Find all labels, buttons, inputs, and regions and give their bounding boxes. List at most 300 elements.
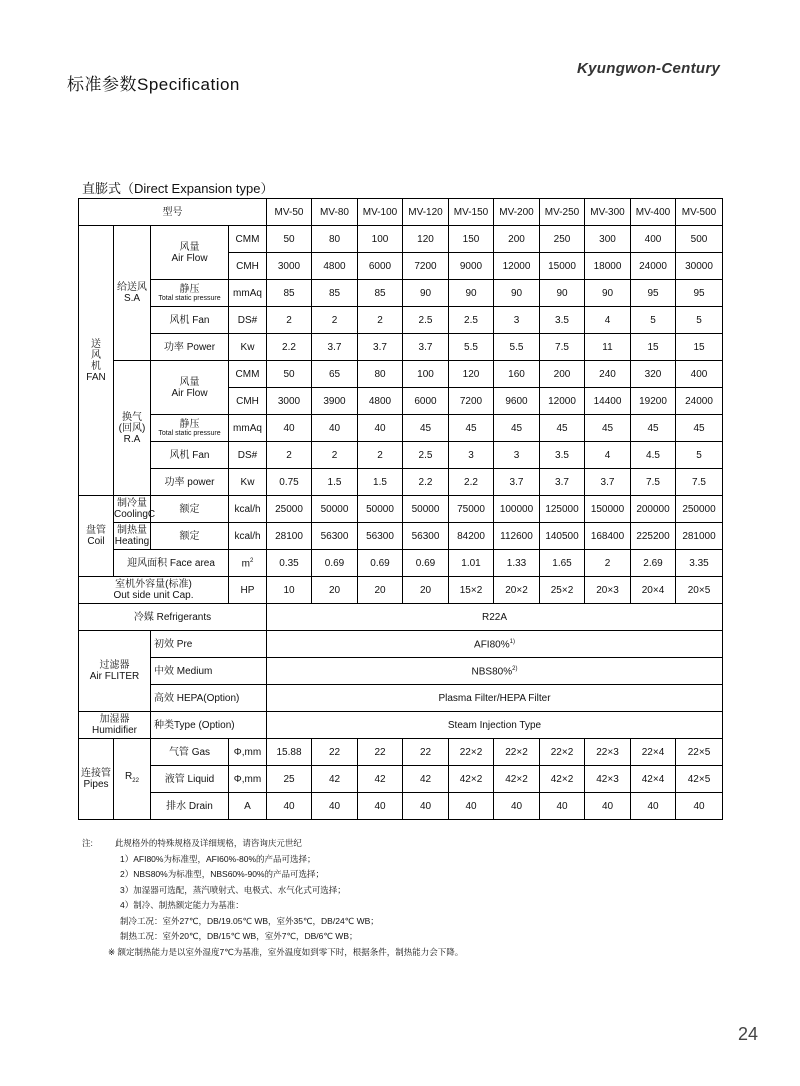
value-cell: 1.33 bbox=[494, 550, 540, 577]
unit-cell: DS# bbox=[229, 307, 267, 334]
value-cell: 5 bbox=[676, 442, 723, 469]
value-cell: 25000 bbox=[267, 496, 312, 523]
value-cell: 150000 bbox=[585, 496, 631, 523]
label: 额定 bbox=[179, 503, 200, 515]
value-cell: 22×2 bbox=[449, 739, 494, 766]
model-header-cell: MV-200 bbox=[494, 199, 540, 226]
value-cell: 22×5 bbox=[676, 739, 723, 766]
row-label-cell bbox=[151, 631, 267, 658]
table-row bbox=[79, 334, 723, 361]
value-cell: 3.7 bbox=[494, 469, 540, 496]
value-cell: 7200 bbox=[403, 253, 449, 280]
value-cell: 12000 bbox=[494, 253, 540, 280]
value-cell: 3.7 bbox=[403, 334, 449, 361]
value-cell: 125000 bbox=[540, 496, 585, 523]
value-cell: 85 bbox=[312, 280, 358, 307]
unit-cell bbox=[229, 550, 267, 577]
value-cell: 100 bbox=[358, 226, 403, 253]
pipes-group-cell bbox=[79, 739, 114, 820]
value-cell: 90 bbox=[585, 280, 631, 307]
note-line: 1）AFI80%为标准型，AFI60%-80%的产品可选择； bbox=[120, 853, 316, 864]
value-cell: 22 bbox=[358, 739, 403, 766]
value-cell: 160 bbox=[494, 361, 540, 388]
value-cell: 20×3 bbox=[585, 577, 631, 604]
label-line: Coil bbox=[87, 536, 105, 547]
row-label-cell bbox=[151, 685, 267, 712]
unit-cell: CMH bbox=[229, 388, 267, 415]
value-cell: 40 bbox=[494, 793, 540, 820]
value-cell: 80 bbox=[312, 226, 358, 253]
label-line: R.A bbox=[123, 433, 141, 445]
label: 功率 power bbox=[164, 476, 215, 488]
value-cell: 0.35 bbox=[267, 550, 312, 577]
value-cell: 2.5 bbox=[403, 442, 449, 469]
row-label-cell bbox=[114, 523, 151, 550]
value-cell: 42×2 bbox=[540, 766, 585, 793]
model-header-cell: MV-80 bbox=[312, 199, 358, 226]
note-line: 制热工况：室外20℃，DB/15℃ WB，室外7℃，DB/6℃ WB； bbox=[120, 931, 358, 941]
merged-value-cell: Steam Injection Type bbox=[267, 712, 723, 739]
table-row bbox=[79, 415, 723, 442]
value-cell: 1.01 bbox=[449, 550, 494, 577]
value-cell: 150 bbox=[449, 226, 494, 253]
value-cell: 7.5 bbox=[631, 469, 676, 496]
unit-cell: DS# bbox=[229, 442, 267, 469]
unit-cell: Φ,mm bbox=[229, 739, 267, 766]
value-cell: 12000 bbox=[540, 388, 585, 415]
value-cell: 168400 bbox=[585, 523, 631, 550]
value-cell: 45 bbox=[631, 415, 676, 442]
label-line: Air FLITER bbox=[89, 671, 140, 682]
value-cell: 42×2 bbox=[494, 766, 540, 793]
label-line: 过滤器 bbox=[99, 660, 130, 671]
value-cell: 5.5 bbox=[449, 334, 494, 361]
label-line: S.A bbox=[123, 293, 141, 304]
value-cell: 30000 bbox=[676, 253, 723, 280]
value-cell: 1.5 bbox=[358, 469, 403, 496]
row-label-cell bbox=[151, 307, 229, 334]
label: 初效 Pre bbox=[154, 638, 193, 650]
filter-group-cell bbox=[79, 631, 151, 712]
row-label-cell bbox=[114, 550, 229, 577]
label: 排水 Drain bbox=[166, 800, 213, 812]
label: 高效 HEPA(Option) bbox=[154, 692, 240, 704]
page-title: 标准参数Specification bbox=[67, 75, 240, 94]
value-cell: 9600 bbox=[494, 388, 540, 415]
table-row bbox=[79, 280, 723, 307]
notes bbox=[82, 836, 463, 960]
value-cell: 1.65 bbox=[540, 550, 585, 577]
unit-cell: kcal/h bbox=[229, 523, 267, 550]
value-cell: 40 bbox=[312, 415, 358, 442]
row-label-cell bbox=[151, 496, 229, 523]
label: 气管 Gas bbox=[168, 746, 211, 758]
value-cell: 42 bbox=[312, 766, 358, 793]
table-row bbox=[79, 577, 723, 604]
table-row bbox=[79, 766, 723, 793]
model-header-cell: MV-500 bbox=[676, 199, 723, 226]
superscript: 2) bbox=[512, 666, 518, 673]
value-cell: 84200 bbox=[449, 523, 494, 550]
value-cell: 40 bbox=[358, 415, 403, 442]
value-cell: 42 bbox=[403, 766, 449, 793]
superscript: 2 bbox=[250, 558, 254, 565]
value-cell: 40 bbox=[540, 793, 585, 820]
label-line: 风量 bbox=[179, 241, 200, 253]
value-cell: 7.5 bbox=[676, 469, 723, 496]
ra-group-cell bbox=[114, 361, 151, 496]
value-cell: 50 bbox=[267, 226, 312, 253]
value-cell: 15000 bbox=[540, 253, 585, 280]
value-cell: 75000 bbox=[449, 496, 494, 523]
value-cell: 50 bbox=[267, 361, 312, 388]
row-label-cell bbox=[151, 739, 229, 766]
table-row bbox=[79, 550, 723, 577]
value-cell: 42 bbox=[358, 766, 403, 793]
value-cell: 3 bbox=[494, 442, 540, 469]
value-cell: 4.5 bbox=[631, 442, 676, 469]
value-cell: 0.69 bbox=[358, 550, 403, 577]
value-cell: 3.35 bbox=[676, 550, 723, 577]
value-cell: 80 bbox=[358, 361, 403, 388]
value-cell: 42×4 bbox=[631, 766, 676, 793]
value-cell: 90 bbox=[449, 280, 494, 307]
label: R bbox=[125, 771, 133, 782]
value-cell: 22 bbox=[403, 739, 449, 766]
value-cell: 40 bbox=[631, 793, 676, 820]
model-header-cell: MV-150 bbox=[449, 199, 494, 226]
value-cell: 4 bbox=[585, 307, 631, 334]
value-cell: 24000 bbox=[676, 388, 723, 415]
value-cell: 15.88 bbox=[267, 739, 312, 766]
value-cell: 90 bbox=[540, 280, 585, 307]
note-line: 2）NBS80%为标准型，NBS60%-90%的产品可选择； bbox=[120, 869, 325, 879]
value: AFI80% bbox=[474, 639, 510, 651]
value-cell: 2 bbox=[267, 307, 312, 334]
label-line: 风 bbox=[91, 349, 101, 361]
superscript: 1) bbox=[509, 639, 515, 646]
value-cell: 22×4 bbox=[631, 739, 676, 766]
value-cell: 22×3 bbox=[585, 739, 631, 766]
table-row bbox=[79, 199, 723, 226]
sa-group-cell bbox=[114, 226, 151, 361]
value-cell: 5 bbox=[676, 307, 723, 334]
value-cell: 22 bbox=[312, 739, 358, 766]
value-cell: 50000 bbox=[312, 496, 358, 523]
value-cell: 9000 bbox=[449, 253, 494, 280]
row-label-cell bbox=[151, 523, 229, 550]
value-cell: 2.69 bbox=[631, 550, 676, 577]
value-cell: 45 bbox=[585, 415, 631, 442]
value-cell: 45 bbox=[540, 415, 585, 442]
table-row bbox=[79, 685, 723, 712]
value-cell: 2 bbox=[267, 442, 312, 469]
model-header-cell: MV-250 bbox=[540, 199, 585, 226]
value-cell: 2 bbox=[358, 307, 403, 334]
value-cell: 20×5 bbox=[676, 577, 723, 604]
label-line: Heating bbox=[114, 536, 150, 547]
table-row bbox=[79, 658, 723, 685]
row-label-cell bbox=[151, 415, 229, 442]
value-cell: 112600 bbox=[494, 523, 540, 550]
label-line: 加湿器 bbox=[99, 714, 130, 725]
table-row bbox=[79, 361, 723, 388]
value-cell: 200000 bbox=[631, 496, 676, 523]
merged-value-cell: Plasma Filter/HEPA Filter bbox=[267, 685, 723, 712]
merged-value-cell bbox=[267, 631, 723, 658]
unit-label: m bbox=[241, 558, 250, 570]
subscript: 22 bbox=[132, 778, 139, 784]
row-label-cell bbox=[151, 793, 229, 820]
value-cell: 40 bbox=[358, 793, 403, 820]
unit-cell: mmAq bbox=[229, 415, 267, 442]
value-cell: 65 bbox=[312, 361, 358, 388]
model-header-cell: MV-100 bbox=[358, 199, 403, 226]
value-cell: 15 bbox=[631, 334, 676, 361]
value-cell: 0.69 bbox=[403, 550, 449, 577]
fan-group-cell bbox=[79, 226, 114, 496]
unit-cell: CMH bbox=[229, 253, 267, 280]
value-cell: 14400 bbox=[585, 388, 631, 415]
label-line: 给送风 bbox=[117, 282, 147, 293]
value-cell: 45 bbox=[449, 415, 494, 442]
value-cell: 15 bbox=[676, 334, 723, 361]
value-cell: 56300 bbox=[403, 523, 449, 550]
value-cell: 225200 bbox=[631, 523, 676, 550]
value-cell: 20 bbox=[358, 577, 403, 604]
table-row bbox=[79, 604, 723, 631]
value-cell: 120 bbox=[449, 361, 494, 388]
header-cell bbox=[79, 199, 267, 226]
value-cell: 50000 bbox=[358, 496, 403, 523]
value-cell: 320 bbox=[631, 361, 676, 388]
label-line: 盘管 bbox=[86, 525, 106, 536]
model-label: 型号 bbox=[162, 206, 183, 218]
value-cell: 250000 bbox=[676, 496, 723, 523]
label-line: Air Flow bbox=[171, 252, 208, 264]
value-cell: 1.5 bbox=[312, 469, 358, 496]
model-header-cell: MV-50 bbox=[267, 199, 312, 226]
row-label-cell bbox=[151, 361, 229, 415]
value-cell: 18000 bbox=[585, 253, 631, 280]
model-header-cell: MV-120 bbox=[403, 199, 449, 226]
value-cell: 45 bbox=[403, 415, 449, 442]
row-label-cell bbox=[151, 712, 267, 739]
value-cell: 40 bbox=[312, 793, 358, 820]
value-cell: 3.7 bbox=[358, 334, 403, 361]
value-cell: 40 bbox=[676, 793, 723, 820]
value-cell: 90 bbox=[494, 280, 540, 307]
label: 功率 Power bbox=[163, 341, 216, 353]
label-line: (回风) bbox=[118, 422, 146, 434]
label: 风机 Fan bbox=[169, 314, 210, 326]
label-line: FAN bbox=[86, 371, 106, 383]
label: 种类Type (Option) bbox=[154, 719, 235, 731]
value-cell: 100 bbox=[403, 361, 449, 388]
unit-cell: Φ,mm bbox=[229, 766, 267, 793]
value-cell: 0.69 bbox=[312, 550, 358, 577]
value-cell: 3900 bbox=[312, 388, 358, 415]
label-line: Humidifier bbox=[91, 725, 137, 736]
table-row bbox=[79, 307, 723, 334]
value-cell: 40 bbox=[403, 793, 449, 820]
row-label-cell bbox=[151, 280, 229, 307]
value-cell: 22×2 bbox=[540, 739, 585, 766]
value-cell: 20 bbox=[403, 577, 449, 604]
value-cell: 3 bbox=[449, 442, 494, 469]
table-row bbox=[79, 226, 723, 253]
value-cell: 140500 bbox=[540, 523, 585, 550]
value-cell: 400 bbox=[631, 226, 676, 253]
value-cell: 250 bbox=[540, 226, 585, 253]
value-cell: 2 bbox=[585, 550, 631, 577]
unit-cell: Kw bbox=[229, 469, 267, 496]
label: 中效 Medium bbox=[154, 665, 213, 677]
label: 额定 bbox=[179, 530, 200, 542]
value-cell: 10 bbox=[267, 577, 312, 604]
value-cell: 4800 bbox=[312, 253, 358, 280]
value-cell: 3000 bbox=[267, 388, 312, 415]
model-header-cell: MV-300 bbox=[585, 199, 631, 226]
unit-cell: A bbox=[229, 793, 267, 820]
note-line: 4）制冷、制热额定能力为基准： bbox=[120, 900, 244, 910]
row-label-cell bbox=[151, 766, 229, 793]
value-cell: 3.7 bbox=[312, 334, 358, 361]
table-row bbox=[79, 739, 723, 766]
model-header-cell: MV-400 bbox=[631, 199, 676, 226]
label-line: 静压 bbox=[179, 418, 200, 430]
label-line: 风量 bbox=[179, 376, 200, 388]
value-cell: 45 bbox=[676, 415, 723, 442]
value-cell: 2.2 bbox=[403, 469, 449, 496]
label-line: CoolingC bbox=[114, 509, 156, 520]
row-label-cell bbox=[79, 604, 267, 631]
notes-prefix: 注: bbox=[82, 838, 93, 848]
label-line: 制热量 bbox=[117, 525, 147, 536]
value-cell: 500 bbox=[676, 226, 723, 253]
value-cell: 5.5 bbox=[494, 334, 540, 361]
merged-value-cell: R22A bbox=[267, 604, 723, 631]
unit-cell: Kw bbox=[229, 334, 267, 361]
label-line: Total static pressure bbox=[158, 429, 221, 437]
value-cell: 40 bbox=[449, 793, 494, 820]
value-cell: 42×2 bbox=[449, 766, 494, 793]
row-label-cell bbox=[151, 469, 229, 496]
value-cell: 40 bbox=[585, 793, 631, 820]
row-label-cell bbox=[151, 442, 229, 469]
table-row bbox=[79, 469, 723, 496]
value-cell: 2 bbox=[312, 307, 358, 334]
row-label-cell bbox=[79, 577, 229, 604]
value-cell: 3000 bbox=[267, 253, 312, 280]
value-cell: 4 bbox=[585, 442, 631, 469]
value-cell: 240 bbox=[585, 361, 631, 388]
value-cell: 20×2 bbox=[494, 577, 540, 604]
row-label-cell bbox=[151, 658, 267, 685]
label-line: 静压 bbox=[179, 283, 200, 295]
value-cell: 24000 bbox=[631, 253, 676, 280]
row-label-cell bbox=[151, 226, 229, 280]
label: 冷媒 Refrigerants bbox=[133, 611, 212, 623]
value-cell: 281000 bbox=[676, 523, 723, 550]
note-line: 3）加湿器可选配，蒸汽喷射式、电极式、水气化式可选择； bbox=[120, 884, 346, 895]
value-cell: 6000 bbox=[358, 253, 403, 280]
value-cell: 85 bbox=[358, 280, 403, 307]
row-label-cell bbox=[151, 334, 229, 361]
label-line: 制冷量 bbox=[117, 498, 147, 509]
value-cell: 20×4 bbox=[631, 577, 676, 604]
value-cell: 45 bbox=[494, 415, 540, 442]
label-line: 室机外容量(标准) bbox=[115, 579, 192, 590]
value-cell: 50000 bbox=[403, 496, 449, 523]
value-cell: 95 bbox=[631, 280, 676, 307]
value-cell: 120 bbox=[403, 226, 449, 253]
table-row bbox=[79, 793, 723, 820]
value-cell: 2 bbox=[358, 442, 403, 469]
value-cell: 100000 bbox=[494, 496, 540, 523]
table-row bbox=[79, 631, 723, 658]
notes-intro: 此规格外的特殊规格及详细规格，请咨询庆元世纪 bbox=[114, 838, 302, 848]
label-line: 连接管 bbox=[81, 768, 111, 779]
value-cell: 2.5 bbox=[403, 307, 449, 334]
value-cell: 25×2 bbox=[540, 577, 585, 604]
merged-value-cell bbox=[267, 658, 723, 685]
page-number: 24 bbox=[738, 1024, 759, 1044]
section-title: 直膨式（Direct Expansion type） bbox=[82, 181, 274, 196]
table-row bbox=[79, 442, 723, 469]
label-line: 换气 bbox=[122, 411, 142, 423]
value-cell: 200 bbox=[540, 361, 585, 388]
label-line: Out side unit Cap. bbox=[113, 590, 194, 601]
unit-cell: CMM bbox=[229, 361, 267, 388]
value-cell: 2 bbox=[312, 442, 358, 469]
value-cell: 20 bbox=[312, 577, 358, 604]
value-cell: 2.5 bbox=[449, 307, 494, 334]
unit-cell: CMM bbox=[229, 226, 267, 253]
table-row bbox=[79, 496, 723, 523]
value-cell: 3 bbox=[494, 307, 540, 334]
value-cell: 90 bbox=[403, 280, 449, 307]
label: 液管 Liquid bbox=[164, 773, 215, 785]
unit-cell: HP bbox=[229, 577, 267, 604]
note-remark: ※ 额定制热能力是以室外湿度7℃为基准，室外温度如到零下时，根据条件，制热能力会下降。 bbox=[108, 946, 464, 957]
value-cell: 300 bbox=[585, 226, 631, 253]
value-cell: 2.2 bbox=[267, 334, 312, 361]
value-cell: 19200 bbox=[631, 388, 676, 415]
value-cell: 3.7 bbox=[585, 469, 631, 496]
value-cell: 28100 bbox=[267, 523, 312, 550]
value-cell: 3.5 bbox=[540, 307, 585, 334]
value-cell: 56300 bbox=[358, 523, 403, 550]
unit-cell: mmAq bbox=[229, 280, 267, 307]
value-cell: 25 bbox=[267, 766, 312, 793]
value-cell: 15×2 bbox=[449, 577, 494, 604]
value-cell: 7200 bbox=[449, 388, 494, 415]
label: 风机 Fan bbox=[169, 449, 210, 461]
value-cell: 6000 bbox=[403, 388, 449, 415]
table-row bbox=[79, 712, 723, 739]
spec-table bbox=[78, 198, 723, 820]
value-cell: 3.5 bbox=[540, 442, 585, 469]
brand-logo: Kyungwon-Century bbox=[577, 60, 721, 77]
value-cell: 22×2 bbox=[494, 739, 540, 766]
label-line: 机 bbox=[91, 360, 101, 372]
value-cell: 11 bbox=[585, 334, 631, 361]
value-cell: 5 bbox=[631, 307, 676, 334]
value-cell: 400 bbox=[676, 361, 723, 388]
label-line: 送 bbox=[91, 338, 101, 350]
value-cell: 200 bbox=[494, 226, 540, 253]
